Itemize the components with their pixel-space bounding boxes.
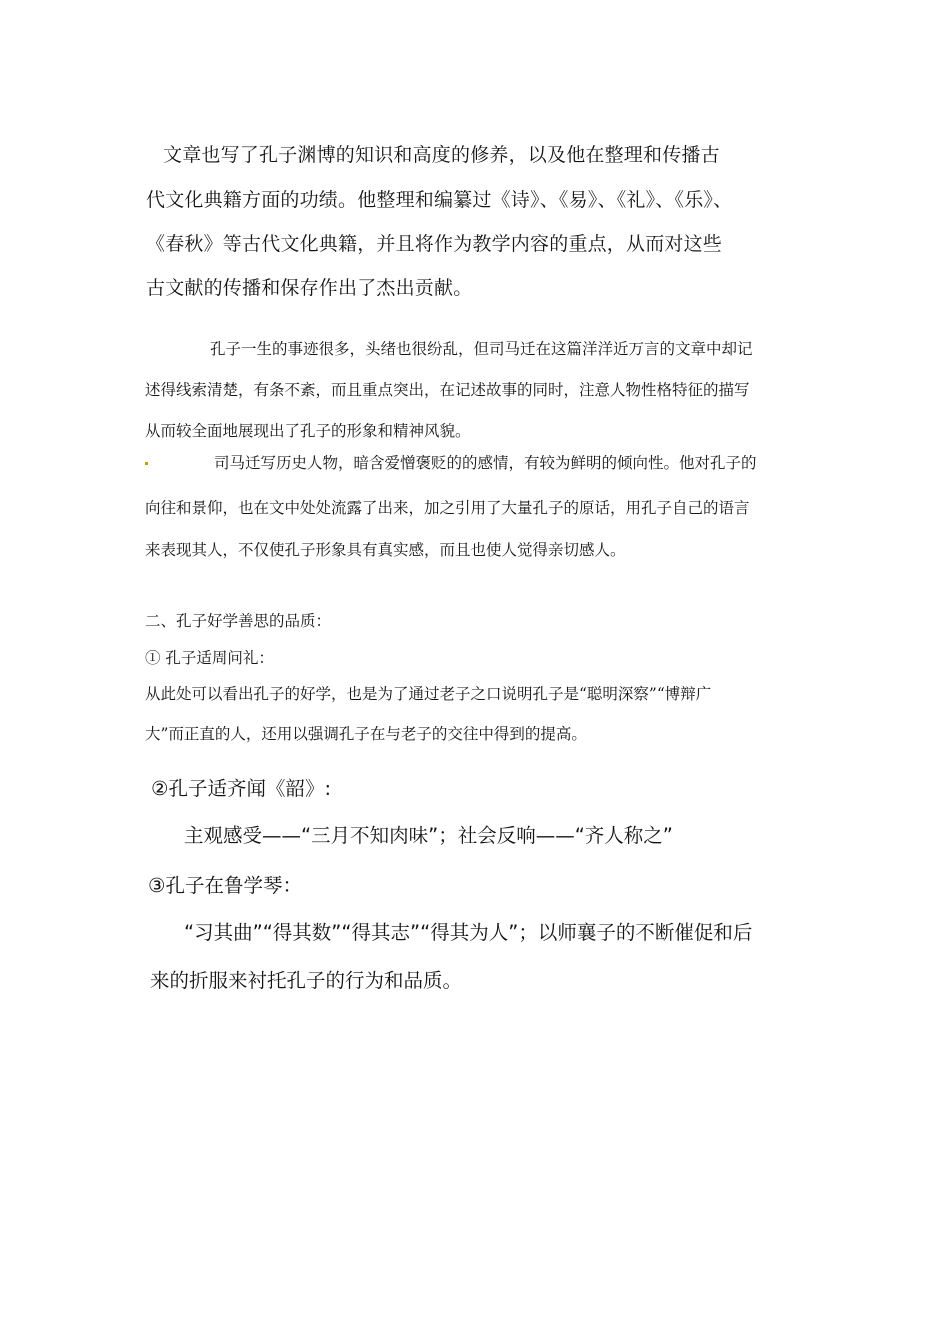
intro-line-4: 古文献的传播和保存作出了杰出贡献。 <box>146 277 473 299</box>
item2-body: 主观感受——“三月不知肉味”；社会反响——“齐人称之” <box>184 824 673 847</box>
events-line-2: 述得线索清楚，有条不紊，而且重点突出，在记述故事的同时，注意人物性格特征的描写 <box>145 381 750 399</box>
item3-line-1: “习其曲”“得其数”“得其志”“得其为人”；以师襄子的不断催促和后 <box>184 921 753 944</box>
item1-line-1: 从此处可以看出孔子的好学，也是为了通过老子之口说明孔子是“聪明深察”“博辩广 <box>145 685 712 703</box>
intro-line-2: 代文化典籍方面的功绩。他整理和编纂过《诗》、《易》、《礼》、《乐》、 <box>146 189 733 211</box>
marker-dot <box>145 462 148 465</box>
section-two-heading: 二、孔子好学善思的品质： <box>145 612 332 630</box>
events-line-3: 从而较全面地展现出了孔子的形象和精神风貌。 <box>145 422 471 440</box>
intro-line-1: 文章也写了孔子渊博的知识和高度的修养，以及他在整理和传播古 <box>163 144 720 166</box>
emotion-line-1: 司马迁写历史人物，暗含爱憎褒贬的的感情，有较为鲜明的倾向性。他对孔子的 <box>214 454 757 472</box>
emotion-line-3: 来表现其人，不仅使孔子形象具有真实感，而且也使人觉得亲切感人。 <box>145 541 626 559</box>
emotion-line-2: 向往和景仰，也在文中处处流露了出来，加之引用了大量孔子的原话，用孔子自己的语言 <box>145 499 750 517</box>
intro-line-3: 《春秋》等古代文化典籍，并且将作为教学内容的重点，从而对这些 <box>146 233 723 255</box>
item1-line-2: 大”而正直的人，还用以强调孔子在与老子的交往中得到的提高。 <box>145 725 587 743</box>
events-line-1: 孔子一生的事迹很多，头绪也很纷乱，但司马迁在这篇洋洋近万言的文章中却记 <box>210 340 753 358</box>
item1-title: ① 孔子适周问礼： <box>145 649 274 667</box>
item2-title: ②孔子适齐闻《韶》: <box>151 777 332 800</box>
item3-title: ③孔子在鲁学琴： <box>148 874 302 897</box>
item3-line-2: 来的折服来衬托孔子的行为和品质。 <box>150 969 463 992</box>
